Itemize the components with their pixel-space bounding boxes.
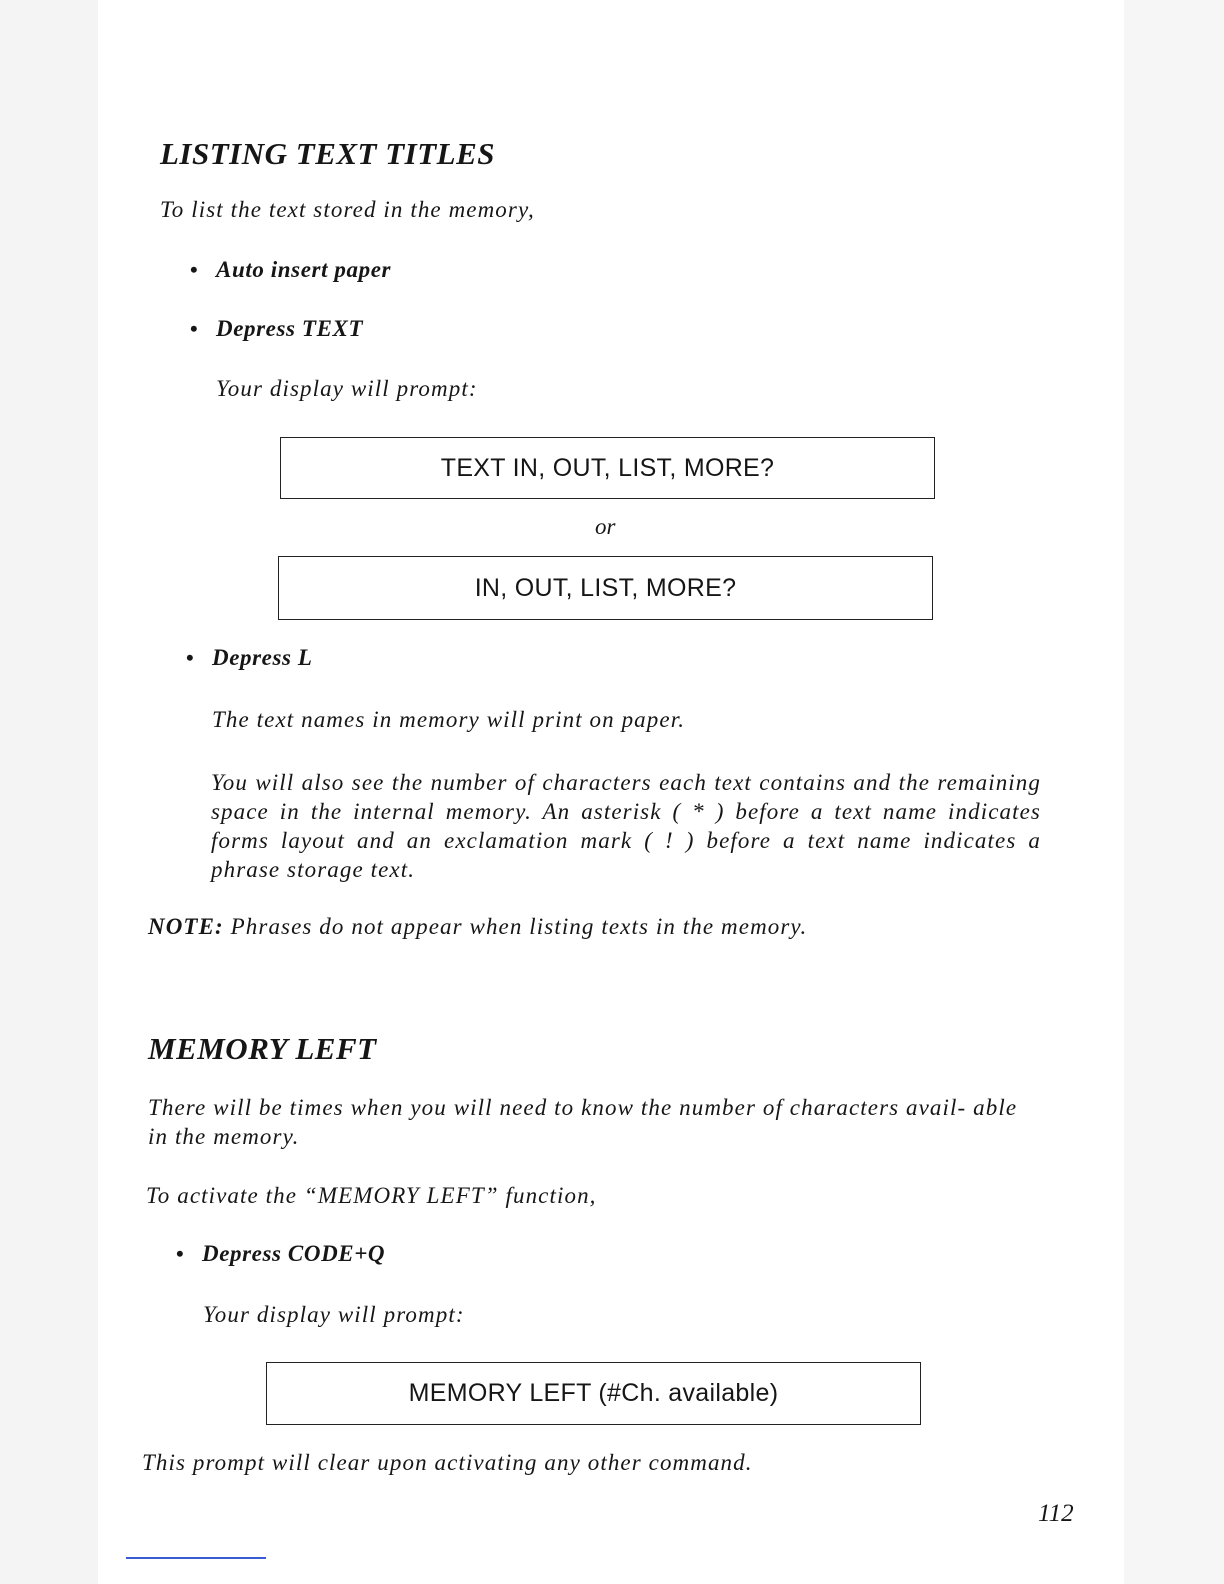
note-text: Phrases do not appear when listing texts in the memory. (230, 914, 808, 939)
bullet-dot: • (176, 1241, 185, 1266)
page-edge-left (0, 0, 98, 1584)
display-text: MEMORY LEFT (#Ch. available) (408, 1379, 779, 1407)
para-activate: To activate the “MEMORY LEFT” function, (146, 1183, 597, 1208)
closing-text: This prompt will clear upon activating any other command. (142, 1450, 753, 1475)
note-label: NOTE: (148, 914, 224, 939)
bullet-auto-insert (190, 257, 391, 283)
page-edge-right (1124, 0, 1224, 1584)
bullet-text: Depress CODE+Q (202, 1241, 386, 1266)
note (148, 914, 807, 940)
footer-rule (126, 1557, 266, 1559)
para-characters-info: You will also see the number of characters each text contains and the remaining space in the internal memory. An asterisk ( * ) before a text name indicates forms layout and an exclamation mark ( ! ) before a text name indicates a phrase storage text. (211, 770, 1041, 882)
intro-text: To list the text stored in the memory, (160, 197, 535, 222)
display-box-in-out (278, 556, 933, 620)
display-box-memory-left (266, 1362, 921, 1425)
display-text: IN, OUT, LIST, MORE? (474, 573, 737, 602)
prompt-intro: Your display will prompt: (216, 376, 478, 401)
bullet-dot: • (190, 316, 199, 341)
bullet-dot: • (186, 645, 195, 670)
para-text-names: The text names in memory will print on paper. (212, 707, 686, 732)
bullet-text: Depress TEXT (216, 316, 364, 341)
bullet-text: Auto insert paper (216, 257, 392, 282)
or-separator: or (595, 514, 616, 539)
display-box-text-in-out (280, 437, 935, 499)
para-memory-times: There will be times when you will need to know the number of characters avail- able in the memory. (148, 1095, 1018, 1149)
bullet-depress-text (190, 316, 363, 342)
section-heading-listing: LISTING TEXT TITLES (160, 136, 496, 171)
bullet-depress-l (186, 645, 313, 671)
display-text: TEXT IN, OUT, LIST, MORE? (440, 453, 775, 482)
section-heading-memory-left: MEMORY LEFT (148, 1031, 377, 1066)
prompt-intro-2: Your display will prompt: (203, 1302, 465, 1327)
bullet-dot: • (190, 257, 199, 282)
page-number: 112 (1038, 1500, 1074, 1527)
bullet-depress-code-q (176, 1241, 385, 1267)
bullet-text: Depress L (212, 645, 313, 670)
